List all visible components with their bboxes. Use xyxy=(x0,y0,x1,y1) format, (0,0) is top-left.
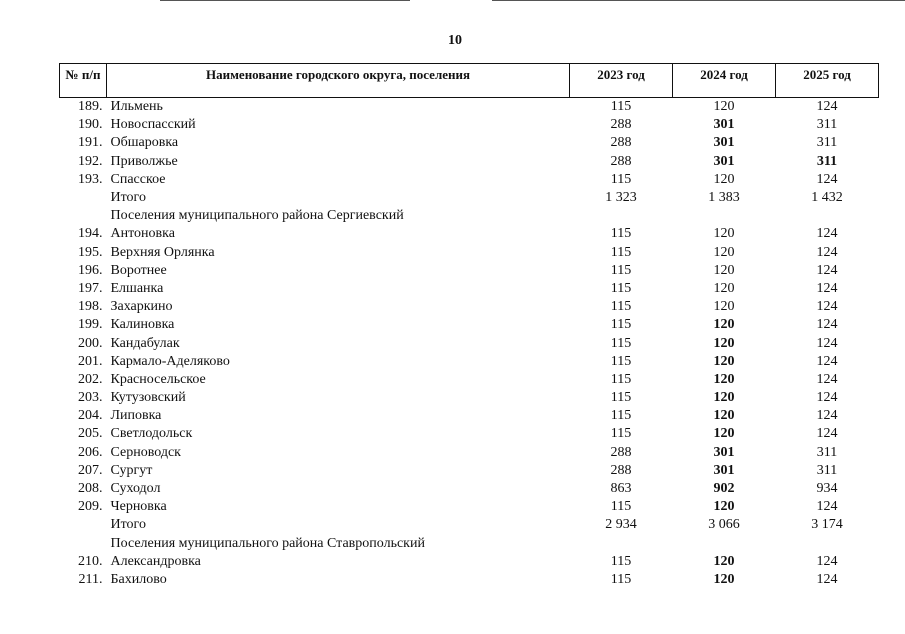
settlement-name: Серноводск xyxy=(110,444,181,460)
value-2024: 301 xyxy=(713,153,735,169)
value-2025: 311 xyxy=(816,444,838,460)
row-number: 203. xyxy=(78,390,103,406)
settlement-name: Антоновка xyxy=(110,226,175,242)
row-number: 201. xyxy=(78,353,103,369)
value-2023: 115 xyxy=(610,299,632,315)
value-2023: 288 xyxy=(610,117,632,133)
settlement-name: Бахилово xyxy=(110,571,167,587)
row-number: 207. xyxy=(78,462,103,478)
settlement-name: Захаркино xyxy=(110,299,173,315)
value-2023: 115 xyxy=(610,226,632,242)
table-row xyxy=(60,244,879,262)
value-2025: 124 xyxy=(816,499,838,515)
table-row xyxy=(60,444,879,462)
value-2025: 124 xyxy=(816,335,838,351)
value-2025: 124 xyxy=(816,171,838,187)
table-row xyxy=(60,553,879,571)
settlement-name: Калиновка xyxy=(110,317,175,333)
value-2025: 124 xyxy=(816,571,838,587)
value-2024: 120 xyxy=(713,226,735,242)
row-number: 197. xyxy=(78,280,103,296)
row-number: 193. xyxy=(78,171,103,187)
value-2024: 301 xyxy=(713,462,735,478)
value-2024: 120 xyxy=(713,280,735,296)
value-2024: 120 xyxy=(713,426,735,442)
value-2023: 115 xyxy=(610,280,632,296)
settlement-name: Кутузовский xyxy=(110,390,186,406)
row-number: 206. xyxy=(78,444,103,460)
row-number: 200. xyxy=(78,335,103,351)
row-number: 198. xyxy=(78,299,103,315)
section-header-row xyxy=(60,535,879,553)
settlement-name: Приволжье xyxy=(110,153,178,169)
row-number: 196. xyxy=(78,262,103,278)
value-2023: 115 xyxy=(610,353,632,369)
value-2025: 124 xyxy=(816,371,838,387)
settlement-name: Кандабулак xyxy=(110,335,180,351)
value-2025: 124 xyxy=(816,553,838,569)
value-2025: 124 xyxy=(816,299,838,315)
value-2024: 120 xyxy=(713,571,735,587)
value-2025: 124 xyxy=(816,390,838,406)
table-row xyxy=(60,225,879,243)
settlement-name: Елшанка xyxy=(110,280,164,296)
value-2024: 120 xyxy=(713,353,735,369)
value-2024: 120 xyxy=(713,371,735,387)
value-2023: 115 xyxy=(610,335,632,351)
table-row xyxy=(60,98,879,117)
value-2023: 115 xyxy=(610,553,632,569)
settlement-name: Поселения муниципального района Ставропольский xyxy=(110,535,425,551)
value-2024: 120 xyxy=(713,99,735,115)
value-2024: 120 xyxy=(713,299,735,315)
settlement-name: Александровка xyxy=(110,553,201,569)
value-2023: 115 xyxy=(610,390,632,406)
value-2023 xyxy=(570,207,673,225)
value-2024 xyxy=(673,207,776,225)
value-2024: 301 xyxy=(713,135,735,151)
row-number: 191. xyxy=(78,135,103,151)
value-2024: 120 xyxy=(713,317,735,333)
table-row xyxy=(60,280,879,298)
value-2023: 115 xyxy=(610,99,632,115)
top-edge-line-left xyxy=(160,0,410,1)
value-2025: 124 xyxy=(816,353,838,369)
row-number: 205. xyxy=(78,426,103,442)
header-2024: 2024 год xyxy=(673,64,776,98)
row-number: 204. xyxy=(78,408,103,424)
value-2023: 115 xyxy=(610,371,632,387)
settlement-name: Красносельское xyxy=(110,371,206,387)
value-2024: 902 xyxy=(713,481,735,497)
table-row xyxy=(60,371,879,389)
table-row xyxy=(60,462,879,480)
value-2025: 124 xyxy=(816,317,838,333)
value-2023: 115 xyxy=(610,262,632,278)
value-2023: 115 xyxy=(610,171,632,187)
row-number: 199. xyxy=(78,317,103,333)
row-number: 192. xyxy=(78,153,103,169)
table-row xyxy=(60,316,879,334)
table-row xyxy=(60,516,879,534)
value-2024: 120 xyxy=(713,499,735,515)
value-2023: 115 xyxy=(610,499,632,515)
value-2025: 3 174 xyxy=(811,517,843,533)
row-number xyxy=(60,189,107,207)
value-2023: 288 xyxy=(610,444,632,460)
value-2023: 863 xyxy=(610,481,632,497)
settlement-name: Ильмень xyxy=(110,99,163,115)
value-2025: 124 xyxy=(816,426,838,442)
value-2025: 124 xyxy=(816,99,838,115)
header-name: Наименование городского округа, поселения xyxy=(107,64,570,98)
value-2023: 115 xyxy=(610,426,632,442)
row-number: 195. xyxy=(78,244,103,260)
table-row xyxy=(60,116,879,134)
value-2024: 301 xyxy=(713,444,735,460)
value-2025 xyxy=(776,207,879,225)
value-2025: 124 xyxy=(816,244,838,260)
value-2023: 288 xyxy=(610,462,632,478)
table-row xyxy=(60,189,879,207)
value-2024: 120 xyxy=(713,244,735,260)
table-row xyxy=(60,262,879,280)
value-2025: 124 xyxy=(816,280,838,296)
row-number: 208. xyxy=(78,481,103,497)
value-2023: 288 xyxy=(610,135,632,151)
value-2024: 1 383 xyxy=(708,190,740,206)
value-2025: 124 xyxy=(816,262,838,278)
value-2023: 2 934 xyxy=(605,517,637,533)
value-2025: 311 xyxy=(816,153,838,169)
settlement-name: Итого xyxy=(110,190,146,206)
value-2024: 3 066 xyxy=(708,517,740,533)
table-row xyxy=(60,334,879,352)
settlement-name: Итого xyxy=(110,517,146,533)
value-2025: 934 xyxy=(816,481,838,497)
value-2024: 120 xyxy=(713,553,735,569)
table-row xyxy=(60,425,879,443)
settlement-name: Суходол xyxy=(110,481,161,497)
row-number xyxy=(60,516,107,534)
value-2024: 120 xyxy=(713,408,735,424)
settlement-name: Кармало-Аделяково xyxy=(110,353,230,369)
value-2023 xyxy=(570,535,673,553)
value-2024: 120 xyxy=(713,390,735,406)
header-number: № п/п xyxy=(60,64,107,98)
value-2023: 115 xyxy=(610,317,632,333)
value-2025: 124 xyxy=(816,408,838,424)
row-number xyxy=(60,207,107,225)
value-2023: 115 xyxy=(610,408,632,424)
value-2024: 120 xyxy=(713,335,735,351)
settlement-name: Спасское xyxy=(110,171,166,187)
table-row xyxy=(60,407,879,425)
page-number: 10 xyxy=(448,33,462,48)
row-number: 211. xyxy=(78,571,103,587)
settlement-name: Черновка xyxy=(110,499,167,515)
settlement-name: Обшаровка xyxy=(110,135,179,151)
table-header-row xyxy=(60,64,879,98)
top-edge-line-right xyxy=(492,0,905,1)
row-number: 194. xyxy=(78,226,103,242)
settlement-name: Липовка xyxy=(110,408,162,424)
value-2025: 311 xyxy=(816,462,838,478)
value-2025 xyxy=(776,535,879,553)
value-2025: 1 432 xyxy=(811,190,843,206)
table-row xyxy=(60,153,879,171)
settlement-name: Новоспасский xyxy=(110,117,196,133)
header-2023: 2023 год xyxy=(570,64,673,98)
value-2024 xyxy=(673,535,776,553)
value-2025: 311 xyxy=(816,117,838,133)
table-row xyxy=(60,480,879,498)
value-2023: 1 323 xyxy=(605,190,637,206)
row-number: 190. xyxy=(78,117,103,133)
header-2025: 2025 год xyxy=(776,64,879,98)
settlement-name: Поселения муниципального района Сергиевский xyxy=(110,208,404,224)
settlements-table xyxy=(59,63,879,589)
value-2024: 120 xyxy=(713,262,735,278)
table-row xyxy=(60,134,879,152)
value-2023: 115 xyxy=(610,244,632,260)
value-2024: 120 xyxy=(713,171,735,187)
row-number: 202. xyxy=(78,371,103,387)
table-row xyxy=(60,389,879,407)
table-row xyxy=(60,571,879,589)
value-2024: 301 xyxy=(713,117,735,133)
row-number: 189. xyxy=(78,99,103,115)
value-2023: 115 xyxy=(610,571,632,587)
settlement-name: Сургут xyxy=(110,462,153,478)
table-row xyxy=(60,353,879,371)
table-row xyxy=(60,298,879,316)
settlement-name: Верхняя Орлянка xyxy=(110,244,215,260)
settlement-name: Воротнее xyxy=(110,262,167,278)
row-number: 210. xyxy=(78,553,103,569)
row-number xyxy=(60,535,107,553)
value-2023: 288 xyxy=(610,153,632,169)
section-header-row xyxy=(60,207,879,225)
row-number: 209. xyxy=(78,499,103,515)
value-2025: 124 xyxy=(816,226,838,242)
settlement-name: Светлодольск xyxy=(110,426,193,442)
table-row xyxy=(60,171,879,189)
value-2025: 311 xyxy=(816,135,838,151)
table-row xyxy=(60,498,879,516)
